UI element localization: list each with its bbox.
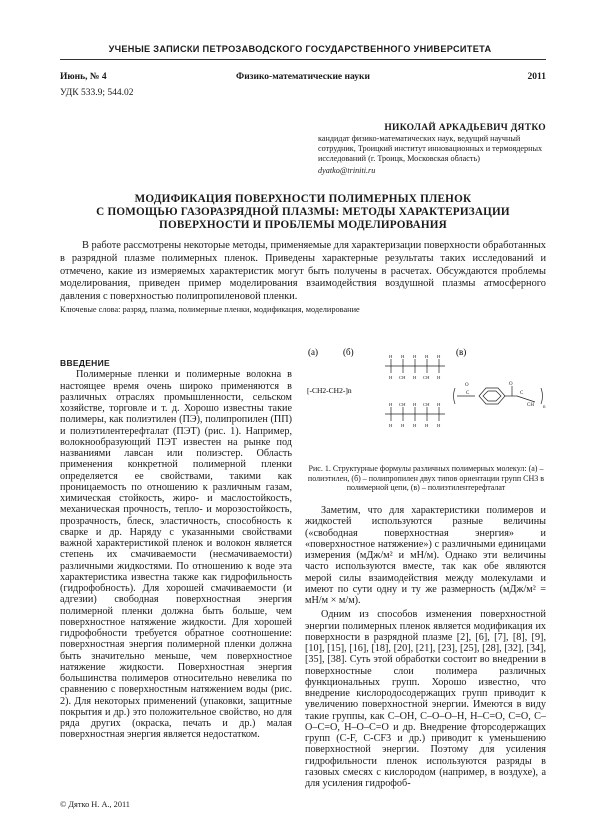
title-line-1: МОДИФИКАЦИЯ ПОВЕРХНОСТИ ПОЛИМЕРНЫХ ПЛЕНОК	[134, 193, 472, 205]
svg-text:H: H	[413, 402, 417, 407]
svg-text:CH: CH	[423, 402, 430, 407]
issue-year: 2011	[527, 72, 546, 82]
svg-text:H: H	[437, 375, 441, 380]
svg-text:H: H	[389, 402, 393, 407]
svg-text:C: C	[520, 391, 524, 396]
issue-number: Июнь, № 4	[60, 72, 107, 82]
figure-label-a: (а)	[308, 347, 318, 357]
svg-text:H: H	[437, 423, 441, 428]
svg-text:H: H	[389, 354, 393, 359]
svg-text:H: H	[425, 354, 429, 359]
intro-column	[60, 358, 292, 741]
svg-text:H: H	[389, 375, 393, 380]
svg-text:H: H	[401, 423, 405, 428]
author-affiliation: кандидат физико-математических наук, ведущий научный сотрудник, Троицкий институт инновационных и термоядерных исследований (г. Троицк, Московская область)	[318, 134, 543, 163]
copyright: © Дятко Н. А., 2011	[60, 800, 130, 809]
right-paragraph-2: Одним из способов изменения поверхностной энергии полимерных пленок является модификация их поверхности в разрядной плазме [2], [6], [7], [8], [9], [10], [15], [16], [18], [20], [21], [23], [25], [28], [32], [34], [35], [38]. Суть этой обработки состоит во внедрении в поверхностные слои полимера различных функциональных групп. Хорошо известно, что внедрение кислородосодержащих групп приводит к увеличению поверхностной энергии. Имеются в виду такие группы, как С–ОН, С–О–О–Н, Н–С=О, С=О, С–О–С=О, Н–О–С=О и др. Внедрение фторсодержащих групп (C-F, C-CF3 и др.) приводит к уменьшению поверхностной энергии. Поэтому для усиления гидрофильности пленок используются разряды в газовых смесях с кислородом (например, в воздухе), а для усиления гидрофоб-	[305, 609, 546, 789]
abstract	[60, 240, 546, 304]
title-line-3: ПОВЕРХНОСТИ И ПРОБЛЕМЫ МОДЕЛИРОВАНИЯ	[159, 219, 447, 232]
svg-text:CH: CH	[399, 375, 406, 380]
article-title	[60, 193, 546, 233]
figure-label-b: (б)	[343, 347, 354, 357]
svg-text:H: H	[389, 423, 393, 428]
svg-text:CH: CH	[399, 402, 406, 407]
svg-text:O: O	[465, 383, 469, 388]
svg-text:C: C	[466, 391, 470, 396]
svg-text:CH: CH	[423, 375, 430, 380]
section-name: Физико-математические науки	[236, 72, 370, 82]
author-name: НИКОЛАЙ АРКАДЬЕВИЧ ДЯТКО	[384, 123, 546, 133]
svg-text:H: H	[413, 354, 417, 359]
svg-text:H: H	[437, 354, 441, 359]
right-column	[305, 505, 546, 789]
figure-structural-formulas	[305, 342, 547, 462]
author-email[interactable]: dyatko@triniti.ru	[318, 166, 376, 175]
svg-text:H: H	[401, 354, 405, 359]
svg-text:H: H	[437, 402, 441, 407]
figure-label-c: (в)	[456, 347, 467, 357]
svg-text:H: H	[425, 423, 429, 428]
svg-text:H: H	[413, 375, 417, 380]
svg-text:n: n	[543, 405, 546, 410]
intro-paragraph: Полимерные пленки и полимерные волокна в настоящее время очень широко применяются в различных отраслях промышленности, сельском хозяйстве, торговле и т. д. Хорошо известны такие полимеры, как полиэтилен (ПЭ), полипропилен (ПП) и полиэтилентерефталат (ПЭТ) (рис. 1). Например, волокнообразующий ПЭТ известен на рынке под названиями лавсан или полиэстер. Область применения конкретной полимерной пленки определяется ее свойствами, такими как проницаемость по отношению к различным газам, химическая стойкость, жиро- и маслостойкость, механическая прочность, тепло- и морозостойкость, прозрачность, блеск, эластичность, способность к сварке и др. Наряду с указанными свойствами важной характеристикой пленок и волокон является степень их смачиваемости (несмачиваемости) различными жидкостями. По отношению к воде эта характеристика известна также как гидрофильность (гидрофобность). Для хорошей смачиваемости (и адгезии) свободная поверхностная энергия полимерной пленки должна быть больше, чем поверхностное натяжение жидкости. Для хорошей гидрофобности требуется обратное соотношение: поверхностная энергия полимерной пленки должна быть значительно меньше, чем поверхностное натяжение жидкости. Поверхностная энергия большинства полимеров относительно невелика по сравнению с поверхностным натяжением воды (рис. 2). Для некоторых применений (упаковки, защитные покрытия и др.) это положительное свойство, но для ряда других (окраска, печать и др.) малая поверхностная энергия является недостатком.	[60, 369, 292, 741]
abstract-text: В работе рассмотрены некоторые методы, применяемые для характеризации поверхности обработанных в разрядной плазме полимерных пленок. Приведены характерные результаты таких исследований и отмечено, какие из измеряемых характеристик могут быть получены в расчетах. Обсуждаются проблемы моделирования, приведен пример моделирования взаимодействия воздушной плазмы атмосферного давления с поверхностью полипропиленовой пленки.	[60, 240, 546, 303]
svg-text:O: O	[509, 382, 513, 387]
intro-heading: ВВЕДЕНИЕ	[60, 358, 110, 368]
header-rule-top	[60, 59, 546, 60]
title-line-2: С ПОМОЩЬЮ ГАЗОРАЗРЯДНОЙ ПЛАЗМЫ: МЕТОДЫ ХАРАКТЕРИЗАЦИИ	[96, 206, 510, 219]
figure-caption: Рис. 1. Структурные формулы различных полимерных молекул: (а) – полиэтилен, (б) – полипропилен двух типов ориентации групп CH3 в полимерной цепи, (в) – полиэтилентерефталат	[307, 464, 545, 493]
right-paragraph-1: Заметим, что для характеристики полимеров и жидкостей используются разные величины («свободная поверхностная энергия» и «поверхностное натяжение») с различными единицами измерения (мДж/м² и мН/м). Однако эти величины часто используются вместе, так как обе являются мерой силы взаимодействия между молекулами и имеют по сути одну и ту же размерность (мДж/м² = мН/м × м/м).	[305, 505, 546, 606]
keywords: Ключевые слова: разряд, плазма, полимерные пленки, модификация, моделирование	[60, 305, 360, 314]
svg-text:H: H	[413, 423, 417, 428]
udk-code: УДК 533.9; 544.02	[60, 88, 134, 98]
svg-text:CH: CH	[527, 403, 534, 408]
formula-polyethylene: [-CH2-CH2-]n	[307, 386, 352, 395]
journal-title: УЧЕНЫЕ ЗАПИСКИ ПЕТРОЗАВОДСКОГО ГОСУДАРСТВЕННОГО УНИВЕРСИТЕТА	[108, 44, 492, 54]
polypropylene-structure	[385, 359, 445, 421]
